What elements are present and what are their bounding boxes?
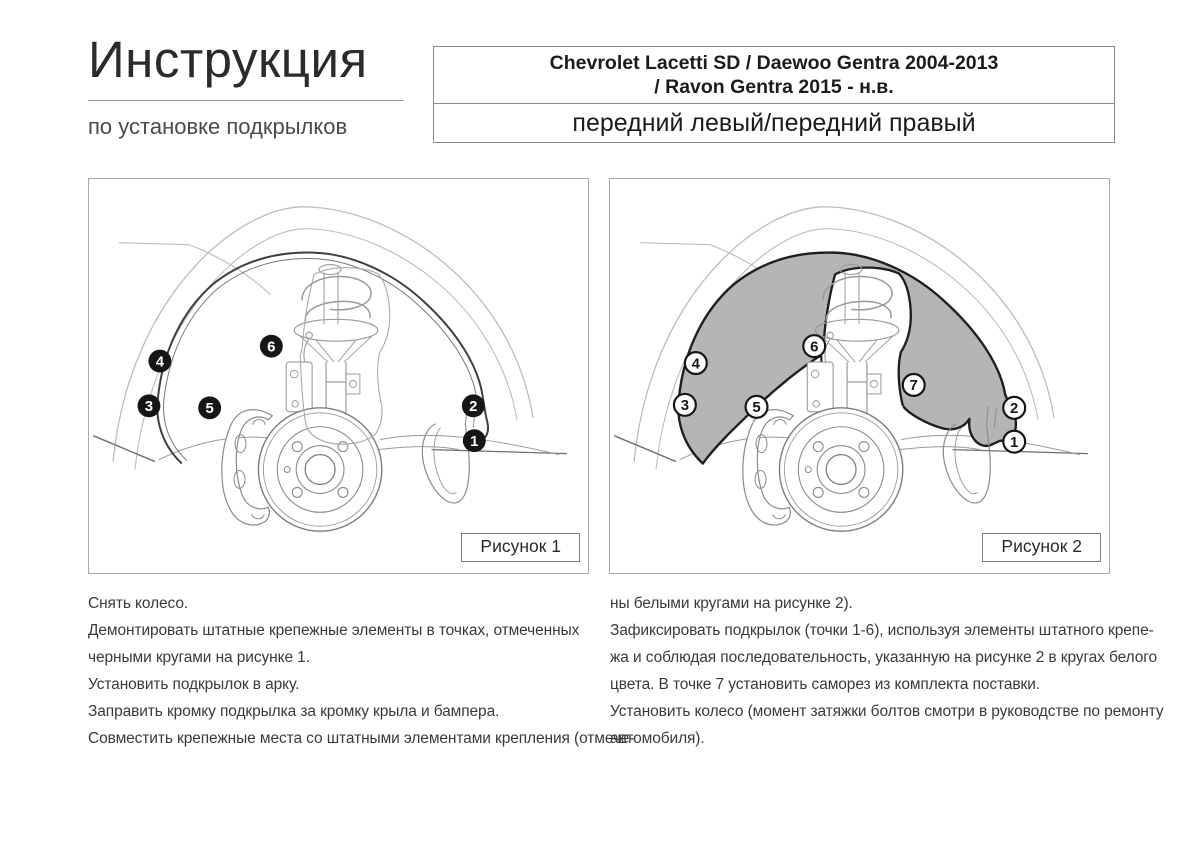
svg-text:5: 5 [205,400,214,418]
model-names [434,47,1114,104]
svg-text:3: 3 [144,398,154,416]
svg-text:1: 1 [470,432,479,450]
instruction-line: Установить подкрылок в арку. [88,676,300,693]
instruction-line: ны белыми кругами на рисунке 2). [610,595,853,612]
marker-5 [198,396,221,419]
marker-4 [148,350,171,373]
svg-text:4: 4 [691,355,700,373]
wheel-arch-diagram-2 [610,179,1109,573]
svg-text:1: 1 [1010,433,1019,451]
marker-7 [903,374,925,396]
marker-1 [463,429,486,452]
instruction-line: автомобиля). [610,730,705,747]
instruction-line: Зафиксировать подкрылок (точки 1-6), используя элементы штатного крепе- [610,622,1154,639]
model-line-1: Chevrolet Lacetti SD / Daewoo Gentra 2004-2013 [549,52,999,74]
instruction-line: Совместить крепежные места со штатными элементами крепления (отмече- [88,730,635,747]
svg-text:6: 6 [267,338,276,356]
svg-text:7: 7 [909,377,918,395]
model-header-box [433,46,1115,143]
marker-2 [462,394,485,417]
marker-4 [685,352,707,374]
svg-text:2: 2 [1010,400,1019,418]
wheel-arch-diagram-1 [89,179,588,573]
figure-1-frame [88,178,589,574]
page-title: Инструкция [88,31,368,88]
figure-2-frame [609,178,1110,574]
instruction-line: жа и соблюдая последовательность, указанную на рисунке 2 в кругах белого [610,649,1158,666]
title-underline [88,100,404,101]
marker-5 [746,396,768,418]
instruction-line: Снять колесо. [88,595,189,612]
instruction-line: Демонтировать штатные крепежные элементы в точках, отмеченных [88,622,580,639]
marker-2 [1003,397,1025,419]
figure-2-caption: Рисунок 2 [982,533,1101,562]
instruction-line: Заправить кромку подкрылка за кромку крыла и бампера. [88,703,500,720]
marker-3 [138,394,161,417]
marker-6 [803,335,825,357]
svg-text:4: 4 [155,353,165,371]
instructions-left-column [88,590,635,752]
svg-text:2: 2 [469,398,478,416]
instruction-line: черными кругами на рисунке 1. [88,649,310,666]
instructions-right-column [610,590,1164,752]
svg-text:6: 6 [810,338,819,356]
marker-3 [674,394,696,416]
title-block [88,30,418,140]
svg-text:3: 3 [680,397,690,415]
liner-position-label: передний левый/передний правый [572,108,976,137]
figure-1-caption: Рисунок 1 [461,533,580,562]
page-subtitle: по установке подкрылков [88,114,348,139]
marker-6 [260,335,283,358]
instruction-line: цвета. В точке 7 установить саморез из комплекта поставки. [610,676,1040,693]
instruction-line: Установить колесо (момент затяжки болтов смотри в руководстве по ремонту [610,703,1164,720]
model-line-2: / Ravon Gentra 2015 - н.в. [654,76,894,98]
svg-text:5: 5 [752,399,761,417]
marker-1 [1003,431,1025,453]
